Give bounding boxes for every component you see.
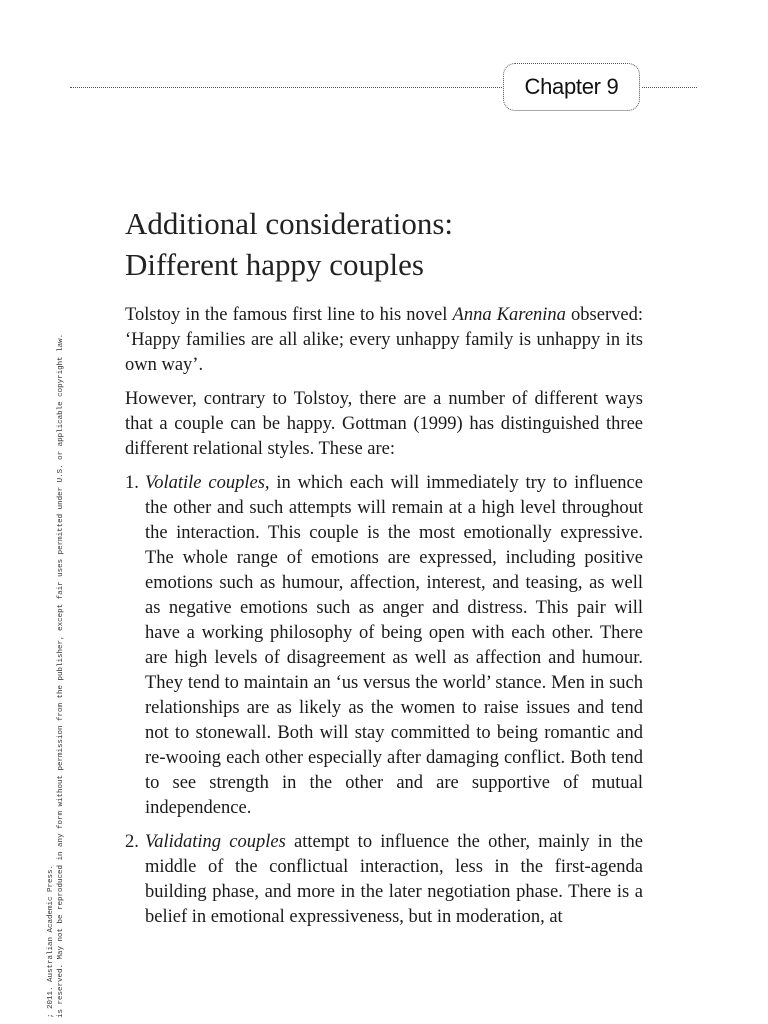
- section-title-line-1: Additional considerations:: [125, 206, 454, 241]
- list-item: [125, 471, 643, 821]
- list-item-number: 1.: [125, 473, 139, 493]
- section-title-line-2: Different happy couples: [125, 247, 424, 282]
- list-item-number: 2.: [125, 832, 139, 852]
- list-item-text: attempt to influence the other, mainly in the middle of the conflictual interaction, less in the first-agenda building phase, and more in the later negotiation phase. There is a belief in emotional expressiveness, but in moderation, at: [145, 832, 643, 927]
- paragraph-styles: However, contrary to Tolstoy, there are a number of different ways that a couple can be happy. Gottman (1999) has distinguished three different relational styles. These are:: [125, 389, 643, 459]
- chapter-label: Chapter 9: [503, 63, 640, 111]
- section-title: [125, 203, 665, 285]
- header-rule-right: [642, 87, 697, 88]
- styles-list: [125, 471, 643, 930]
- body-text: [125, 303, 643, 939]
- copyright-side-note: [46, 258, 66, 1018]
- list-item-text: in which each will immediately try to influence the other and such attempts will remain at a high level throughout the interaction. This couple is the most emotionally expressive. The whole range of emotions are expressed, including positive emotions such as humour, affection, interest, and teasing, as well as negative emotions such as anger and distress. This pair will have a working philosophy of being open with each other. There are high levels of disagreement as well as affection and humour. They tend to maintain an ‘us versus the world’ stance. Men in such relationships are as likely as the women to raise issues and tend not to stonewall. Both will stay committed to being romantic and re-wooing each other especially after damaging conflict. Both tend to see strength in the other and are supportive of mutual independence.: [145, 473, 643, 818]
- copyright-side-note-line-2: is reserved. May not be reproduced in any form without permission from the publisher, except fair uses permitted under U.S. or applicable copyright law.: [57, 333, 65, 1018]
- list-item-term: Volatile couples,: [145, 473, 270, 493]
- list-item: [125, 830, 643, 930]
- copyright-side-note-line-1: ; 2011. Australian Academic Press.: [47, 864, 55, 1018]
- paragraph-intro-text-a: Tolstoy in the famous first line to his novel: [125, 305, 453, 325]
- list-item-term: Validating couples: [145, 832, 286, 852]
- paragraph-intro: [125, 303, 643, 378]
- header-rule-left: [70, 87, 504, 88]
- novel-title: Anna Karenina: [452, 305, 566, 325]
- paragraph-intro-text-b: observed: ‘Happy families are all alike; every unhappy family is unhappy in its own way’.: [125, 305, 643, 375]
